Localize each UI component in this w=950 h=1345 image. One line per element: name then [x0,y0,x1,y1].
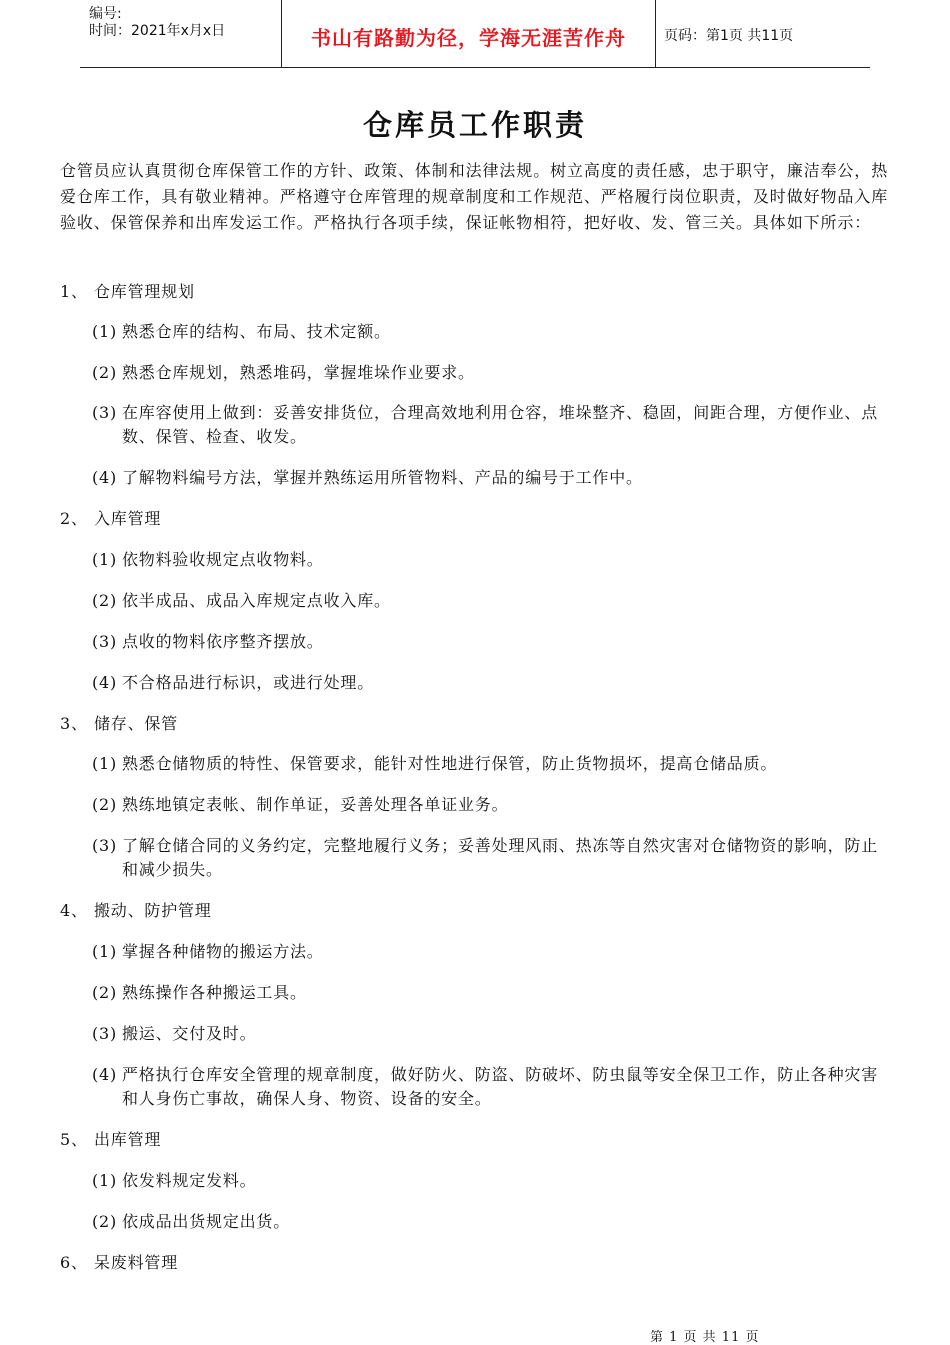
list-item [92,671,888,695]
document-date: 时间：2021年x月x日 [89,23,226,39]
section-number: 5、 [60,1130,88,1149]
item-text: 依物料验收规定点收物料。 [122,550,324,569]
section-title: 入库管理 [94,509,162,528]
item-number: (4) [92,468,118,487]
header-motto: 书山有路勤为径，学海无涯苦作舟 [311,26,626,50]
section-heading [60,899,212,923]
header-info-cell [80,0,280,67]
header-motto-cell [281,0,656,67]
section-number: 2、 [60,509,88,528]
list-item [92,320,888,344]
item-number: (1) [92,754,118,773]
list-item [92,1063,888,1111]
section-number: 6、 [60,1253,88,1272]
item-number: (2) [92,363,118,382]
list-item [92,940,888,964]
section-number: 3、 [60,714,88,733]
item-text: 熟练操作各种搬运工具。 [122,983,307,1002]
item-text: 熟练地镇定表帐、制作单证，妥善处理各单证业务。 [122,795,509,814]
item-number: (4) [92,1065,118,1084]
page-footer: 第 1 页 共 11 页 [650,1330,760,1345]
list-item [92,793,888,817]
document-title: 仓库员工作职责 [362,108,587,142]
section-title: 呆废料管理 [94,1253,179,1272]
item-text: 依发料规定发料。 [122,1171,257,1190]
item-number: (3) [92,632,118,651]
item-number: (2) [92,795,118,814]
item-number: (1) [92,1171,118,1190]
list-item [92,401,888,449]
page-header [80,0,870,68]
section-number: 4、 [60,901,88,920]
item-text: 搬运、交付及时。 [122,1024,257,1043]
item-number: (2) [92,1212,118,1231]
item-text: 了解仓储合同的义务约定，完整地履行义务；妥善处理风雨、热冻等自然灾害对仓储物资的影响，防止和减少损失。 [122,836,879,879]
item-text: 在库容使用上做到：妥善安排货位，合理高效地利用仓容，堆垛整齐、稳固，间距合理，方便作业、点数、保管、检查、收发。 [122,403,879,446]
list-item [92,834,888,882]
list-item [92,1210,888,1234]
intro-paragraph: 仓管员应认真贯彻仓库保管工作的方针、政策、体制和法律法规。树立高度的责任感，忠于职守，廉洁奉公，热爱仓库工作，具有敬业精神。严格遵守仓库管理的规章制度和工作规范、严格履行岗位职责，及时做好物品入库验收、保管保养和出库发运工作。严格执行各项手续，保证帐物相符，把好收、发、管三关。具体如下所示： [60,161,889,232]
list-item [92,1169,888,1193]
item-text: 依成品出货规定出货。 [122,1212,291,1231]
section-number: 1、 [60,282,88,301]
list-item [92,361,888,385]
section-title: 仓库管理规划 [94,282,195,301]
section-heading [60,1251,178,1275]
list-item [92,752,888,776]
item-number: (3) [92,836,118,855]
item-text: 熟悉仓库规划，熟悉堆码，掌握堆垛作业要求。 [122,363,475,382]
item-text: 熟悉仓储物质的特性、保管要求，能针对性地进行保管，防止货物损坏，提高仓储品质。 [122,754,778,773]
section-title: 搬动、防护管理 [94,901,212,920]
header-page-info: 页码：第1页 共11页 [664,28,794,44]
document-number-label: 编号: [89,6,122,22]
item-text: 不合格品进行标识，或进行处理。 [122,673,375,692]
list-item [92,548,888,572]
section-heading [60,280,195,304]
list-item [92,466,888,490]
item-text: 熟悉仓库的结构、布局、技术定额。 [122,322,391,341]
list-item [92,1022,888,1046]
item-number: (3) [92,403,118,422]
list-item [92,589,888,613]
item-text: 了解物料编号方法，掌握并熟练运用所管物料、产品的编号于工作中。 [122,468,643,487]
section-heading [60,507,161,531]
section-title: 储存、保管 [94,714,179,733]
item-text: 掌握各种储物的搬运方法。 [122,942,324,961]
item-text: 依半成品、成品入库规定点收入库。 [122,591,391,610]
item-number: (2) [92,591,118,610]
item-number: (2) [92,983,118,1002]
header-page-cell [655,0,870,67]
list-item [92,630,888,654]
item-number: (1) [92,942,118,961]
item-text: 严格执行仓库安全管理的规章制度，做好防火、防盗、防破坏、防虫鼠等安全保卫工作，防止各种灾害和人身伤亡事故，确保人身、物资、设备的安全。 [122,1065,879,1108]
section-heading [60,1128,161,1152]
item-number: (1) [92,322,118,341]
item-text: 点收的物料依序整齐摆放。 [122,632,324,651]
list-item [92,981,888,1005]
section-heading [60,712,178,736]
section-title: 出库管理 [94,1130,162,1149]
item-number: (3) [92,1024,118,1043]
item-number: (4) [92,673,118,692]
item-number: (1) [92,550,118,569]
